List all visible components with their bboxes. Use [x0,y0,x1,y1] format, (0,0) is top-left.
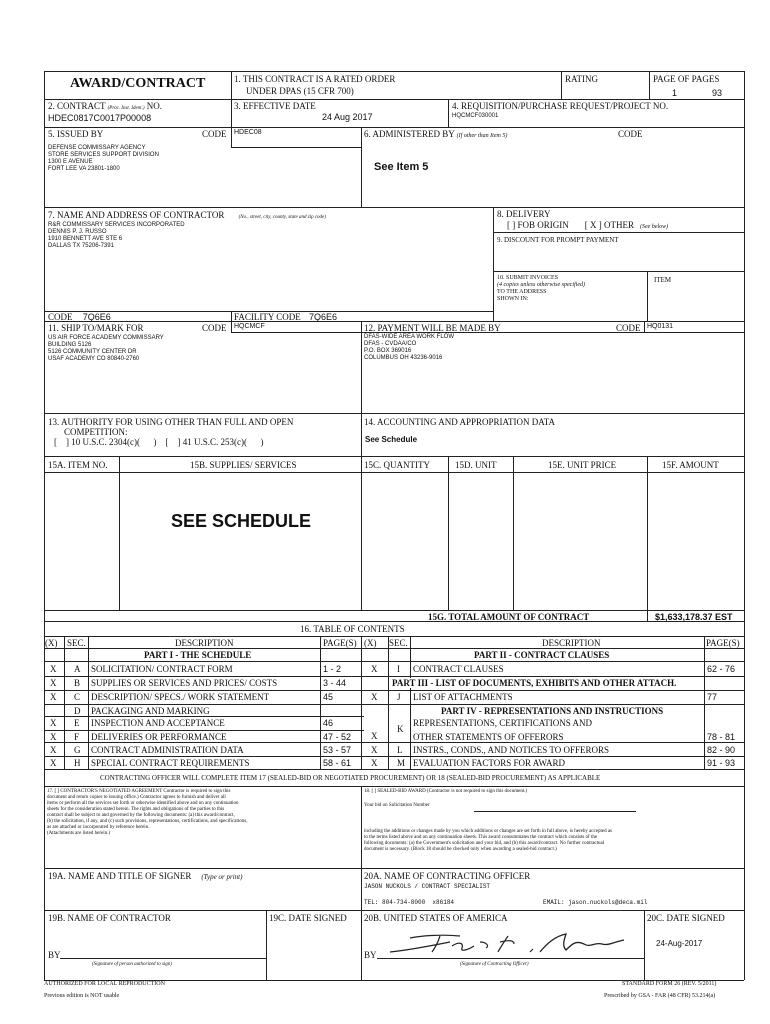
issued-by-label: 5. ISSUED BY [48,129,104,139]
discount-label: 9. DISCOUNT FOR PROMPT PAYMENT [497,236,619,244]
contracting-officer-tel: TEL: 804-734-8000 x86184 [364,899,455,906]
payment-address: DFAS-WIDE AREA WORK FLOW DFAS - CVDAA/CO P.O. BOX 369016 COLUMBUS OH 43236-9016 [364,334,455,361]
contractor-signature-note: (Signature of person authorized to sign) [92,962,172,967]
administered-by-label: 6. ADMINISTERED BY (If other than Item 5) [364,129,508,139]
toc-part3: PART III - LIST OF DOCUMENTS, EXHIBITS AND OTHER ATTACH. [392,678,677,688]
issued-by-address: DEFENSE COMMISSARY AGENCY STORE SERVICES SUPPORT DIVISION 1300 E AVENUE FORT LEE VA 23801-1800 [48,145,159,172]
page-number: 1 [672,88,678,98]
contractor-label: 7. NAME AND ADDRESS OF CONTRACTOR (No., street, city, county, state and zip code) [48,210,326,220]
contract-no-label: 2. CONTRACT (Proc. Inst. Ident.) NO. [48,101,162,111]
issued-by-code: HDEC08 [234,129,262,136]
toc-x-header-right: (X) [364,638,377,648]
item-18-header: 18. [ ] SEALED-BID AWARD (Contractor is not required to sign this document.) [364,789,528,794]
toc-part1: PART I - THE SCHEDULE [144,650,252,660]
administered-by-value: See Item 5 [374,161,429,173]
toc-sec-header-right: SEC. [389,638,408,648]
rating-label: RATING [565,74,598,84]
footer-prescribed-by: Prescribed by GSA - FAR (48 CFR) 53.214(a) [604,993,716,999]
col-quantity: 15C. QUANTITY [364,460,430,470]
accounting-value: See Schedule [365,435,418,444]
ship-to-label: 11. SHIP TO/MARK FOR [48,323,144,333]
col-unit: 15D. UNIT [455,460,497,470]
ship-to-code-label: CODE [202,323,227,333]
officer-signature-note: (Signature of Contracting Officer) [460,962,529,967]
usa-label: 20B. UNITED STATES OF AMERICA [364,913,508,923]
footer-reproduction: AUTHORIZED FOR LOCAL REPRODUCTION [44,981,165,987]
contracting-officer-label: 20A. NAME OF CONTRACTING OFFICER [364,871,531,881]
total-amount-label: 15G. TOTAL AMOUNT OF CONTRACT [428,612,590,622]
col-unit-price: 15E. UNIT PRICE [548,460,617,470]
invoice-item-label: ITEM [654,276,672,284]
administered-by-code-label: CODE [618,129,643,139]
footer-previous-edition: Previous edition is NOT usable [44,993,120,999]
payment-label: 12. PAYMENT WILL BE MADE BY [364,323,501,333]
rated-order-label: 1. THIS CONTRACT IS A RATED ORDER [234,74,396,84]
signer-label: 19A. NAME AND TITLE OF SIGNER (Type or print) [48,871,243,881]
date-signed-19c-label: 19C. DATE SIGNED [269,913,347,923]
item-18-text: including the additions or changes made by you which additions or changes are set forth in full above, is hereby accepted as to the terms listed above and on any continuation sheets. This award consummates the contract which consists of the following documents: (a) the Government's solicitation and your bid, and (b) this award/contract. No further contractual document is necessary. (Block 18 should be checked only when awarding a sealed-bid contract.) [364,829,612,852]
contracting-officer-name: JASON NUCKOLS / CONTRACT SPECIALIST [364,883,491,890]
item-18-solicitation: Your bid on Solicitation Number [364,803,430,808]
payment-code: HQ0131 [647,323,674,330]
toc-part4: PART IV - REPRESENTATIONS AND INSTRUCTIONS [441,706,664,716]
total-pages: 93 [712,88,723,98]
contract-no-value: HDEC0817C0017P00008 [48,113,152,123]
accounting-label: 14. ACCOUNTING AND APPROPRIATION DATA [364,417,556,427]
page-of-pages-label: PAGE OF PAGES [653,74,720,84]
total-amount-value: $1,633,178.37 EST [655,612,733,622]
form-title: AWARD/CONTRACT [70,76,206,91]
submit-invoices: 10. SUBMIT INVOICES (4 copies unless otherwise specified) TO THE ADDRESS SHOWN IN: [497,275,585,302]
toc-part2: PART II - CONTRACT CLAUSES [474,650,610,660]
col-item-no: 15A. ITEM NO. [48,460,108,470]
dpas-label: UNDER DPAS (15 CFR 700) [246,86,354,96]
ship-to-code: HQCMCF [234,323,265,330]
contractor-by: BY [48,950,61,960]
contractor-name-label: 19B. NAME OF CONTRACTOR [48,913,171,923]
authority-label: 13. AUTHORITY FOR USING OTHER THAN FULL AND OPEN COMPETITION: [ ] 10 U.S.C. 2304(c)( ) [ ] 41 U.S.C. 253(c)( ) [48,417,294,447]
payment-code-label: CODE [616,323,641,333]
toc-title: 16. TABLE OF CONTENTS [300,624,405,634]
issued-by-code-label: CODE [202,129,227,139]
toc-desc-header: DESCRIPTION [175,638,234,648]
facility-code: FACILITY CODE 7Q6E6 [234,312,338,322]
effective-date-label: 3. EFFECTIVE DATE [234,101,316,111]
toc-x-header: (X) [45,638,58,648]
effective-date-value: 24 Aug 2017 [322,112,373,122]
toc-desc-header-right: DESCRIPTION [542,638,601,648]
contractor-code: CODE 7Q6E6 [48,312,111,322]
toc-pages-header-right: PAGE(S) [706,638,740,648]
date-signed-20c-label: 20C. DATE SIGNED [647,913,725,923]
ship-to-address: US AIR FORCE ACADEMY COMMISSARY BUILDING 5126 5126 COMMUNITY CENTER DR USAF ACADEMY CO 80840-2760 [48,335,164,362]
toc-sec-header: SEC. [67,638,86,648]
see-schedule-text: SEE SCHEDULE [171,511,312,531]
toc-pages-header: PAGE(S) [323,638,357,648]
contracting-officer-email: EMAIL: jason.nuckols@deca.mil [543,899,648,906]
col-amount: 15F. AMOUNT [662,460,719,470]
date-signed-20c-value: 24-Aug-2017 [656,939,703,948]
requisition-label: 4. REQUISITION/PURCHASE REQUEST/PROJECT NO. [452,101,669,111]
delivery-label: 8. DELIVERY [497,209,551,219]
usa-by: BY [364,950,377,960]
requisition-value: HQCMCF030001 [452,113,499,119]
contracting-officer-signature [380,928,640,958]
delivery-options: [ ] FOB ORIGIN [ X ] OTHER (See below) [507,220,669,230]
footer-standard-form: STANDARD FORM 26 (REV. 5/2011) [622,981,717,987]
item-17-text: 17. [ ] CONTRACTOR'S NEGOTIATED AGREEMENT Contractor is required to sign this document and return copies to issuing office.) Contractor agrees to furnish and deliver all items or perform all the services set forth or otherwise identified above and on any continuation sheets for the consideration stated herein. The rights and obligations of the parties to this contract shall be subject to and governed by the following documents: (a) this award/contract, (b) the solicitation, if any, and (c) such provisions, representations, certifications, and specifications, as are attached or incorporated by reference herein. (Attachments are listed herein.) [47,789,248,836]
contracting-officer-note: CONTRACTING OFFICER WILL COMPLETE ITEM 17 (SEALED-BID OR NEGOTIATED PROCUREMENT) OR 18 (SEALED-BID PROCUREMENT) AS APPLICABLE [100,774,601,782]
contractor-address: R&R COMMISSARY SERVICES INCORPORATED DENNIS P. J. RUSSO 1910 BENNETT AVE STE 6 DALLAS TX 75206-7391 [48,222,185,249]
col-supplies: 15B. SUPPLIES/ SERVICES [190,460,297,470]
